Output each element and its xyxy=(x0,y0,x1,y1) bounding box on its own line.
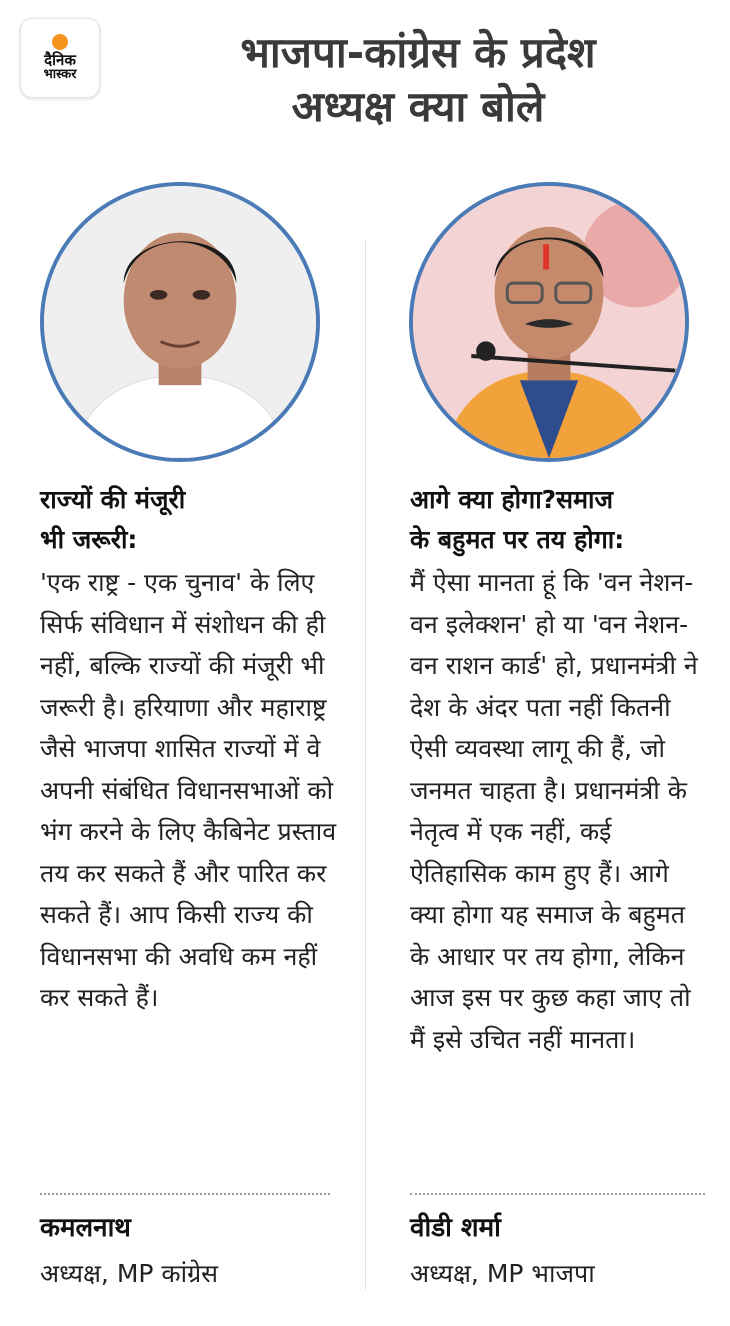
person-portrait-icon xyxy=(413,186,685,458)
logo-line2: भास्कर xyxy=(43,67,77,82)
kamalnath-portrait xyxy=(40,182,320,462)
statement-body: मैं ऐसा मानता हूं कि 'वन नेशन-वन इलेक्शन' हो या 'वन नेशन-वन राशन कार्ड' हो, प्रधानमंत्री ने देश के अंदर पता नहीं कितनी ऐसी व्यवस्था लागू की हैं, जो जनमत चाहता है। प्रधानमंत्री के नेतृत्व में एक नहीं, कई ऐतिहासिक काम हुए हैं। आगे क्या होगा यह समाज के बहुमत के आधार पर तय होगा, लेकिन आज इस पर कुछ कहा जाए तो मैं इसे उचित नहीं मानता। xyxy=(410,568,698,1054)
sun-icon xyxy=(52,34,68,50)
person-portrait-icon xyxy=(44,186,316,458)
speaker-name-vd-sharma: वीडी शर्मा xyxy=(410,1213,501,1243)
dainik-bhaskar-logo[interactable] xyxy=(20,18,100,98)
vd-sharma-statement xyxy=(410,480,710,1060)
heading-line2: के बहुमत पर तय होगा: xyxy=(410,525,625,554)
statement-heading xyxy=(410,480,710,560)
heading-line1: आगे क्या होगा?समाज xyxy=(410,485,614,514)
heading-line1: राज्यों की मंजूरी xyxy=(40,485,186,514)
speaker-role-kamalnath: अध्यक्ष, MP कांग्रेस xyxy=(40,1259,219,1288)
headline-line2: अध्यक्ष क्या बोले xyxy=(291,82,545,131)
left-separator xyxy=(40,1193,330,1195)
statement-body: 'एक राष्ट्र - एक चुनाव' के लिए सिर्फ संविधान में संशोधन की ही नहीं, बल्कि राज्यों की मंजूरी भी जरूरी है। हरियाणा और महाराष्ट्र जैसे भाजपा शासित राज्यों में वे अपनी संबंधित विधानसभाओं को भंग करने के लिए कैबिनेट प्रस्ताव तय कर सकते हैं और पारित कर सकते हैं। आप किसी राज्य की विधानसभा की अवधि कम नहीं कर सकते हैं। xyxy=(40,568,337,1012)
page-title xyxy=(118,26,718,134)
column-divider xyxy=(365,240,366,1290)
kamalnath-statement xyxy=(40,480,340,1019)
heading-line2: भी जरूरी: xyxy=(40,525,138,554)
logo-line1: दैनिक xyxy=(44,51,76,69)
speaker-name-kamalnath: कमलनाथ xyxy=(40,1213,131,1243)
statement-heading xyxy=(40,480,340,560)
headline-line1: भाजपा-कांग्रेस के प्रदेश xyxy=(240,28,596,77)
speaker-role-vd-sharma: अध्यक्ष, MP भाजपा xyxy=(410,1259,595,1288)
vd-sharma-portrait xyxy=(409,182,689,462)
right-separator xyxy=(410,1193,705,1195)
